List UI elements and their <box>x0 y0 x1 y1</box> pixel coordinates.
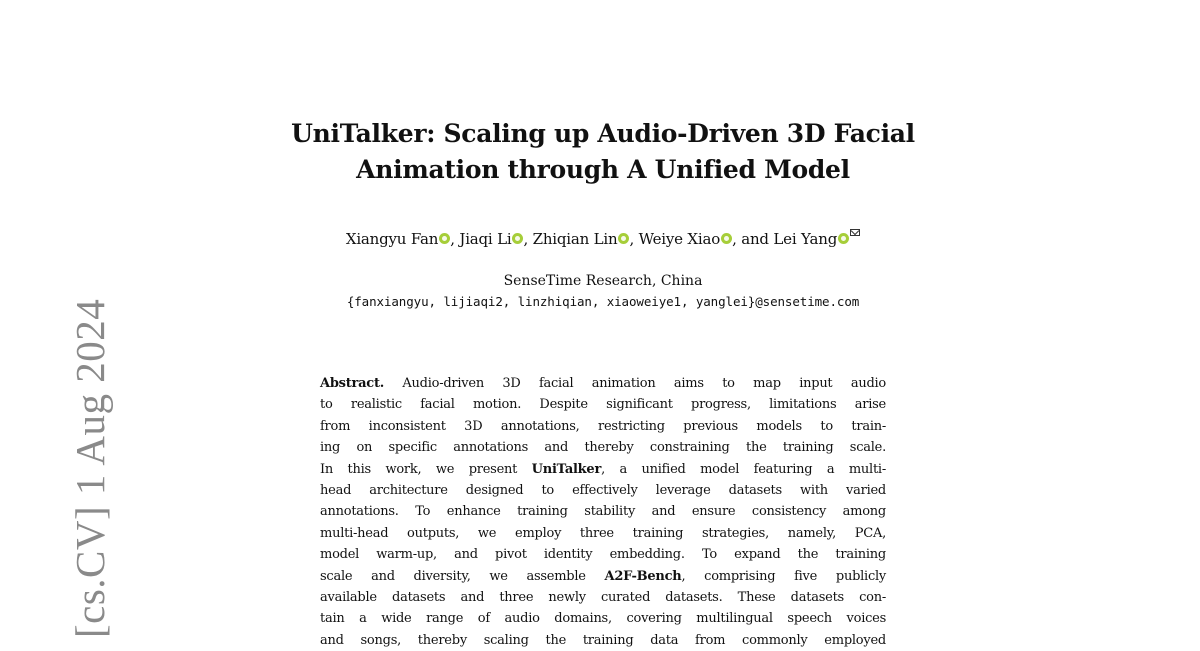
arxiv-stamp-text: [cs.CV] 1 Aug 2024 <box>67 298 113 638</box>
envelope-icon <box>850 229 860 236</box>
author-name: Zhiqian Lin <box>532 230 618 248</box>
author-name: Lei Yang <box>773 230 838 248</box>
abstract-line: ing on specific annotations and thereby constraining the training scale. <box>320 440 886 456</box>
abstract-line: from inconsistent 3D annotations, restricting previous models to train- <box>320 418 886 434</box>
author-emails: {fanxiangyu, lijiaqi2, linzhiqian, xiaoweiye1, yanglei}@sensetime.com <box>346 294 860 309</box>
abstract-text: In this work, we present <box>320 461 532 477</box>
paper-title <box>200 116 1006 188</box>
arxiv-identifier-stamp <box>30 298 113 638</box>
author-list <box>200 228 1006 250</box>
abstract-line: multi-head outputs, we employ three training strategies, namely, PCA, <box>320 525 886 541</box>
orcid-icon[interactable] <box>512 233 523 244</box>
orcid-icon[interactable] <box>618 233 629 244</box>
abstract-label: Abstract. <box>320 376 384 391</box>
orcid-icon[interactable] <box>721 233 732 244</box>
author-separator: , <box>450 230 460 248</box>
abstract-text: , a unified model featuring a multi- <box>601 461 886 477</box>
author-name: Weiye Xiao <box>638 230 721 248</box>
abstract-line: tain a wide range of audio domains, covering multilingual speech voices <box>320 611 886 627</box>
abstract-text: , comprising five publicly <box>681 568 886 584</box>
benchmark-name: A2F-Bench <box>604 568 682 584</box>
abstract-line <box>320 459 886 480</box>
orcid-icon[interactable] <box>838 233 849 244</box>
author-separator: , <box>523 230 533 248</box>
abstract-line: available datasets and three newly curated datasets. These datasets con- <box>320 589 886 605</box>
title-line-2: Animation through A Unified Model <box>356 155 850 184</box>
abstract-line: to realistic facial motion. Despite significant progress, limitations arise <box>320 397 886 413</box>
author-separator: , <box>629 230 639 248</box>
abstract-line: head architecture designed to effectively leverage datasets with varied <box>320 482 886 498</box>
author-name: Jiaqi Li <box>459 230 512 248</box>
abstract-line <box>320 373 886 394</box>
abstract-text: Audio-driven 3D facial animation aims to map input audio <box>402 376 886 391</box>
abstract-line: annotations. To enhance training stability and ensure consistency among <box>320 504 886 520</box>
model-name: UniTalker <box>531 461 602 477</box>
abstract <box>320 373 886 651</box>
abstract-line <box>320 566 886 587</box>
author-name: Xiangyu Fan <box>345 230 439 248</box>
title-line-1: UniTalker: Scaling up Audio-Driven 3D Facial <box>291 119 915 148</box>
affiliation: SenseTime Research, China <box>503 273 703 289</box>
abstract-line: model warm-up, and pivot identity embedding. To expand the training <box>320 547 886 563</box>
orcid-icon[interactable] <box>439 233 450 244</box>
abstract-text: scale and diversity, we assemble <box>320 568 605 584</box>
author-separator: , and <box>732 230 774 248</box>
abstract-line: and songs, thereby scaling the training data from commonly employed <box>320 632 886 648</box>
